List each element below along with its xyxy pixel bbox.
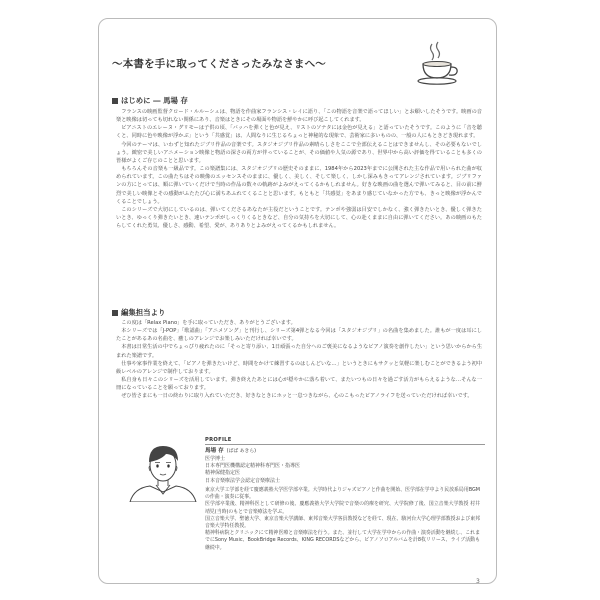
credential-item: 精神保健指定医	[205, 470, 241, 477]
intro-paragraph: ピアニストのエレーヌ・グリモーは子供の頃、「バッハを弾くと色が見え、リストのソナタには金色が見える」と語っていたそうです。このように「音を聴くと、同時に色や映像が浮かぶ」という「共感覚」は、人間なりに生じるちょっと神秘的な現象で、芸術家に多いものの、一般の人にもときどき現れます。	[116, 125, 482, 140]
credential-item: 日本専門医機構認定精神科専門医・指導医	[205, 463, 301, 470]
profile-name	[205, 446, 256, 454]
editor-paragraph: 本シリーズでは「J-POP」「歌謡曲」「アニメソング」と刊行し、シリーズ第4弾となる今回は「スタジオジブリ」の名曲を集めました。誰もが一度は耳にしたことがあるあの名曲を、癒しのアレンジでお楽しみいただければ幸いです。	[116, 328, 482, 343]
bio-paragraph: 医学部卒業後、精神科医として研修の後、慶應義塾大学大学院で音楽の的療を研究、大学院修了後、国立音楽大学教授 村井靖児(当時)のもとで音楽療法を学ぶ。	[205, 501, 480, 515]
credential-item: 日本音楽療法学会認定音楽療法士	[205, 477, 281, 484]
editor-paragraph: 私自身も日々このシリーズを活用しています。弾き終えたあとには心が穏やかに落ち着いて、またいつもの日々を過ごす活力がもらえるような…そんな一冊になっていることを願っております。	[116, 377, 482, 392]
intro-heading-text: はじめに ― 馬場 存	[121, 96, 188, 105]
bio-paragraph: 東京大学工学部を経て慶應義塾大学医学部卒業。大学時代よりジャズピアノと作曲を開始、医学部在学中より民放系局用BGMの作曲・演奏に従事。	[205, 487, 480, 501]
intro-paragraph: もちろんその音楽も一級品です。この楽譜集には、スタジオジブリの歴史そのままに、1984年から2023年までに公開された主な作品で用いられた曲が収められています。この曲たちはその映像のエッセンスそのままに、優しく、美しく、そして楽しく、しかし深みもきってアレンジされています。ジブリファンの方にとっては、順に弾いていくだけで当時の作品の数々の軌跡がよみがえってくるかもしれません。好きな映画の曲を選んで弾いてみると、目の前に鮮烈で美しい映像とその感動がふたたび心に満ちあふれてくることと思います。もともと「共感覚」をあまり感じていなかった方でも、きっと映像が浮かんでくることでしょう。	[116, 166, 482, 205]
profile-name-reading: (ばば あきら)	[226, 449, 256, 454]
intro-paragraph: このシリーズで大切にしているのは、弾いてくださるあなたが主役だということです。テンポや強弱は目安でしかなく、強く弾きたいとき、優しく弾きたいとき、ゆっくり弾きたいとき、速いテンポがしっくりくるときなど、自分の気持ちを大切にして、心の赴くままに自由に弾いてください。あの映画のもたらしてくれた勇気、優しさ、感動、希望、愛が、ありありとよみがえってくるかもしれません。	[116, 206, 482, 230]
intro-paragraph: フランスの映画監督クロード・ルルーシュは、物語を作曲家フランシス・レイに語り、「この物語を音楽で語ってほしい」とお願いしたそうです。映画の音楽と映像は切っても切れない関係にあり、音楽はときにその場面や物語を鮮やかに呼び起こしてくれます。	[116, 109, 482, 124]
intro-heading	[112, 95, 188, 106]
page-number: 3	[476, 578, 480, 585]
intro-paragraph: 今回のテーマは、いわずと知れたジブリ作品の音楽です。スタジオジブリ作品の素晴らしさをここで全部伝えることはできませんし、その必要もないでしょう。緻密で美しいアニメーション映像と物語の深さの両方が伴っていることが、その価値や人気の源であり、世界中から高い評価を得ていることも多くの皆様がよくご存じのことと思います。	[116, 141, 482, 164]
bio-paragraph: 国立音楽大学、聖徳大学、東京音楽大学講師、東邦音楽大学客員教授などを経て、現在、駿河台大学心理学部教授および東邦音楽大学特任教授。	[205, 515, 480, 530]
bullet-square-icon	[112, 310, 118, 316]
coffee-cup-icon	[410, 36, 464, 90]
editor-paragraph: ぜひ皆さまにも一日の終わりに取り入れていただき、好きなときにホッと一息つきながら、心のこもったピアノライフを送っていただければ幸いです。	[121, 393, 473, 400]
editor-heading	[112, 307, 165, 318]
editor-paragraph: 仕事や家事作業を終えて、「ピアノを弾きたいけど、時間をかけて練習するのはしんどいな…」というときにもサクッと気軽に楽しむことができるよう初中級レベルのアレンジで制作しております。	[116, 360, 482, 375]
editor-paragraph: この度は「Relax Piano」を手に取っていただき、ありがとうございます。	[121, 320, 296, 326]
bullet-square-icon	[112, 98, 118, 104]
credential-item: 医学博士	[205, 456, 226, 462]
editor-paragraph: 本書は日常生活の中でちょっぴり疲れたのに「そっと寄り添い、1日頑張った自分へのご褒美になるようなピアノ演奏を創作したい」という思いからから生まれた楽譜です。	[116, 344, 483, 359]
greeting-title: 〜本書を手に取ってくださったみなさまへ〜	[112, 58, 326, 70]
bio-paragraph: 精神科病院とクリニックにて精神医療と音楽療法を行う。また、並行して大学在学中からの作曲・演奏活動を継続し、これまでにSony Music、BookBridge Records、KING RECORDSなどから、ピアノソロアルバムを計8枚リリース、ライブ活動も継続中。	[205, 530, 480, 551]
profile-name-text: 馬場 存	[205, 448, 224, 454]
editor-body	[116, 319, 482, 401]
profile-credentials	[205, 456, 405, 485]
intro-body	[116, 108, 482, 230]
profile-divider	[205, 444, 485, 445]
editor-heading-text: 編集担当より	[121, 308, 166, 317]
profile-label: PROFILE	[205, 437, 232, 443]
author-portrait	[128, 440, 198, 502]
profile-bio	[205, 487, 480, 552]
